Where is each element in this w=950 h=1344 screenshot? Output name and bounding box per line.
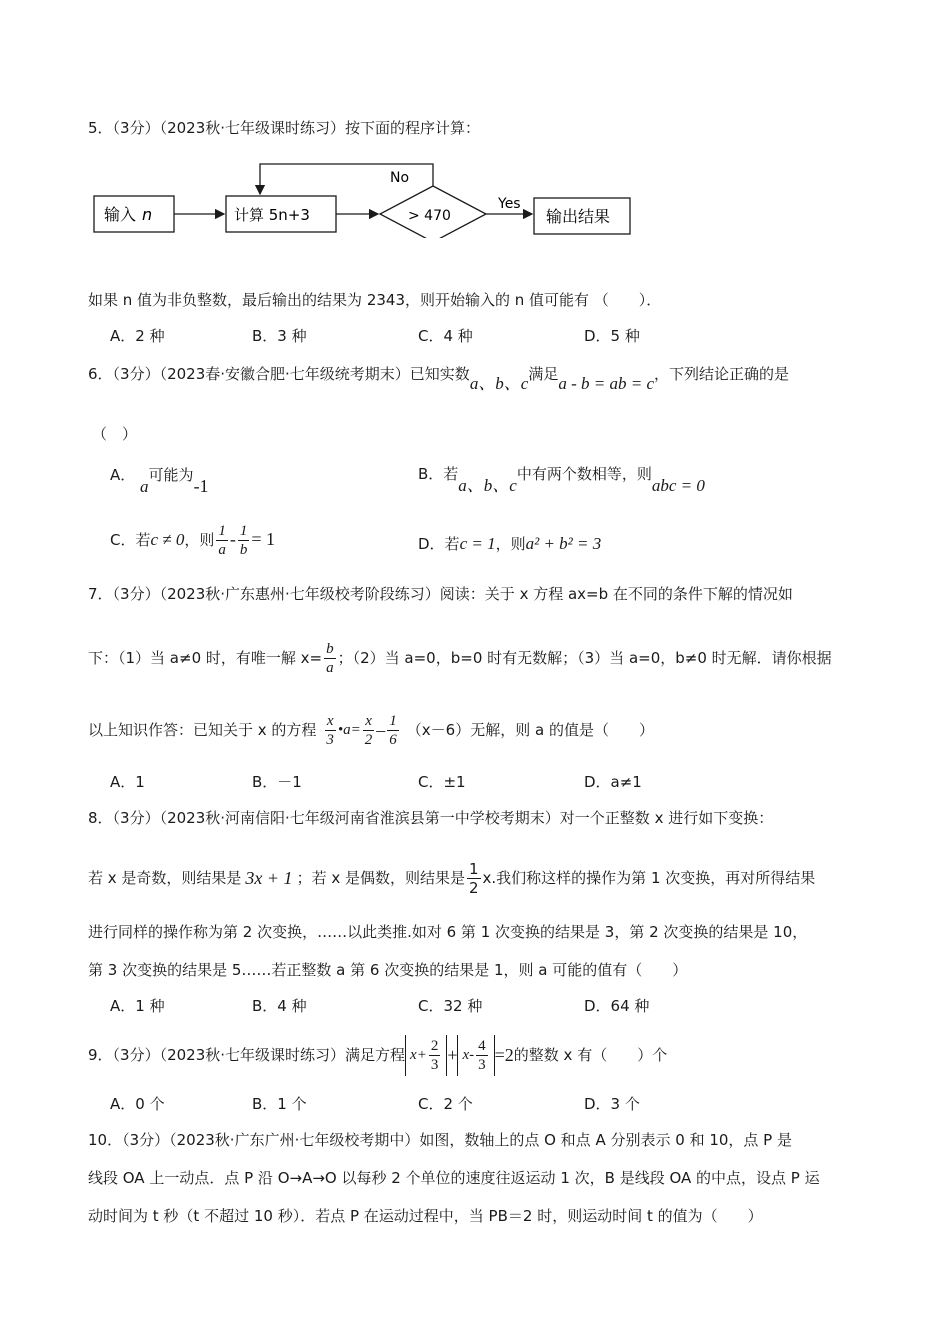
q9-head: 9．（3分）（2023秋·七年级课时练习）满足方程: [88, 1046, 406, 1064]
q9-abs2: x- $\frac{4}{3}$: [457, 1035, 494, 1076]
q7-line2b: ；（2）当 a=0，b=0 时有无数解；（3）当 a=0，b≠0 时无解．请你根据: [337, 649, 832, 667]
flow-no-label: No: [390, 170, 410, 186]
q6-option-a-label: A．: [110, 466, 136, 484]
q10-line2: 线段 OA 上一动点．点 P 沿 O→A→O 以每秒 2 个单位的速度往返运动 1 次，B 是线段 OA 的中点，设点 P 运: [88, 1169, 820, 1187]
q6-option-d-eq: a² + b² = 3: [525, 534, 602, 553]
q6-option-c-then: ，则: [184, 531, 215, 549]
q8-line2c: x.我们称这样的操作为第 1 次变换，再对所得结果: [482, 869, 816, 887]
q6-option-b-text: 中有两个数相等，则: [516, 465, 652, 483]
q10-line1: 10．（3分）（2023秋·广东广州·七年级校考期中）如图，数轴上的点 O 和点 A 分别表示 0 和 10，点 P 是: [88, 1131, 793, 1149]
q6-heading: [88, 364, 790, 393]
q6-option-b-eq: abc = 0: [651, 476, 705, 495]
q9-option-b: B．1 个: [252, 1095, 307, 1113]
q6-vars: a、b、c: [469, 374, 529, 393]
q7-line3b: （x－6）无解，则 a 的值是（ ）: [406, 721, 654, 739]
q9-abs1: x+ $\frac{2}{3}$: [405, 1035, 447, 1076]
q6-option-c-label: C．若: [110, 531, 151, 549]
q6-option-c-frac2: $\frac{1}{b}$: [239, 523, 248, 558]
q6-option-a-text: 可能为: [148, 466, 194, 484]
q7-line2a: 下：（1）当 a≠0 时，有唯一解 x=: [88, 649, 323, 667]
q5-option-b: B．3 种: [252, 327, 307, 345]
q6-option-b: [418, 464, 705, 495]
q6-option-d: [418, 534, 601, 554]
q6-paren: （ ）: [92, 425, 138, 443]
q8-option-b: B．4 种: [252, 997, 307, 1015]
q5-option-d: D．5 种: [584, 327, 640, 345]
q6-option-a-value: -1: [193, 476, 209, 496]
q6-tail: ，下列结论正确的是: [654, 365, 790, 383]
q8-line2: [88, 856, 815, 900]
q6-option-d-then: ，则: [495, 535, 526, 553]
q7-line1: 7．（3分）（2023秋·广东惠州·七年级校考阶段练习）阅读：关于 x 方程 ax=b 在不同的条件下解的情况如: [88, 585, 793, 603]
q9-tail: 的整数 x 有（ ）个: [513, 1046, 668, 1064]
q6-option-c-eq: = 1: [251, 529, 276, 549]
q6-head-text: 6．（3分）（2023春·安徽合肥·七年级统考期末）已知实数: [88, 365, 470, 383]
q7-frac-1-6: $\frac{1}{6}$: [389, 712, 397, 748]
q7-option-c: C．±1: [418, 773, 466, 791]
q6-option-c-cond: c ≠ 0: [150, 530, 185, 549]
q9-line: 9．（3分）（2023秋·七年级课时练习）满足方程 x+ $\frac{2}{3}$ + x- $\frac{4}{3}$ =2 的整数 x 有（ ）个: [88, 1030, 667, 1080]
q6-option-b-vars: a、b、c: [458, 476, 517, 495]
q6-option-b-label: B．若: [418, 465, 459, 483]
q7-frac-x-3: $\frac{x}{3}$: [326, 712, 334, 748]
q8-line4: 第 3 次变换的结果是 5……若正整数 a 第 6 次变换的结果是 1，则 a 可能的值有（ ）: [88, 961, 688, 979]
q8-option-c: C．32 种: [418, 997, 483, 1015]
q8-option-d: D．64 种: [584, 997, 650, 1015]
q5-option-a: A．2 种: [110, 327, 165, 345]
q8-option-a: A．1 种: [110, 997, 165, 1015]
q8-line2b: ；若 x 是偶数，则结果是: [296, 869, 465, 887]
q6-option-c: C．若c ≠ 0，则 $\frac{1}{a}$ - $\frac{1}{b}$ = 1: [110, 523, 276, 558]
q7-option-b: B．－1: [252, 773, 302, 791]
q8-expr: 3x + 1: [245, 868, 293, 888]
q7-option-a: A．1: [110, 773, 145, 791]
flow-decision-label: > 470: [408, 208, 451, 224]
q9-option-d: D．3 个: [584, 1095, 640, 1113]
flow-output-label: 输出结果: [546, 207, 611, 226]
q6-option-d-label: D．若: [418, 535, 460, 553]
q9-option-c: C．2 个: [418, 1095, 473, 1113]
flow-input-var: n: [142, 205, 153, 224]
q7-frac-x-2: $\frac{x}{2}$: [364, 712, 373, 748]
q7-option-d: D．a≠1: [584, 773, 642, 791]
q8-line3: 进行同样的操作称为第 2 次变换，……以此类推.如对 6 第 1 次变换的结果是 3，第 2 次变换的结果是 10，: [88, 923, 808, 941]
q7-line3a: 以上知识作答：已知关于 x 的方程: [88, 721, 317, 739]
q6-option-a: [110, 464, 209, 496]
q6-mid: 满足: [528, 365, 559, 383]
flow-yes-label: Yes: [498, 196, 521, 212]
flow-input-label: 输入: [104, 205, 137, 224]
q7-frac-b-a: $\frac{b}{a}$: [326, 640, 334, 676]
q5-flowchart: [88, 158, 648, 238]
q7-line3: 以上知识作答：已知关于 x 的方程 $\frac{x}{3}$ •a= $\frac{x}{2}$ – $\frac{1}{6}$ （x－6）无解，则 a 的值是（ ）: [88, 712, 654, 748]
q8-line2a: 若 x 是奇数，则结果是: [88, 869, 242, 887]
q6-option-c-frac1: $\frac{1}{a}$: [218, 523, 226, 558]
flow-calc-label: 计算 5n+3: [234, 206, 310, 224]
q6-option-d-cond: c = 1: [459, 534, 496, 553]
q8-line1: 8．（3分）（2023秋·河南信阳·七年级河南省淮滨县第一中学校考期末）对一个正整数 x 进行如下变换：: [88, 809, 774, 827]
q6-equation: a - b = ab = c: [558, 374, 655, 393]
q5-stem: 如果 n 值为非负整数，最后输出的结果为 2343，则开始输入的 n 值可能有 （ ）．: [88, 291, 662, 309]
q10-line3: 动时间为 t 秒（t 不超过 10 秒）．若点 P 在运动过程中，当 PB＝2 时，则运动时间 t 的值为（ ）: [88, 1207, 763, 1225]
q5-heading: 5．（3分）（2023秋·七年级课时练习）按下面的程序计算：: [88, 119, 481, 137]
q8-frac-half: $\frac{1}{2}$: [468, 859, 479, 897]
q6-option-a-var: a: [140, 477, 149, 496]
q9-option-a: A．0 个: [110, 1095, 165, 1113]
q5-option-c: C．4 种: [418, 327, 473, 345]
q7-line2: [88, 636, 832, 680]
